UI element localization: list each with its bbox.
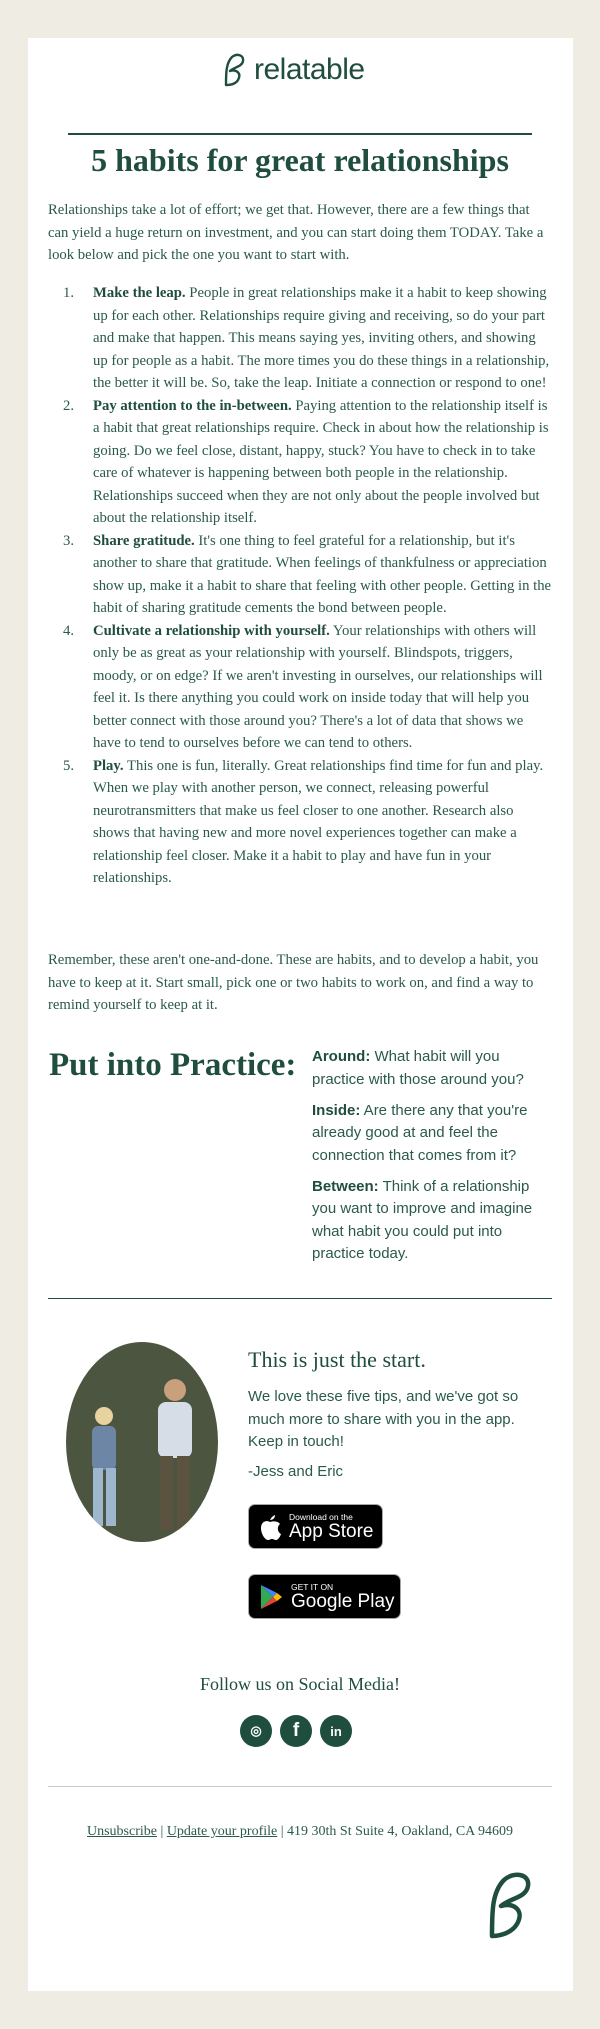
update-profile-link[interactable]: Update your profile (166, 1824, 278, 1839)
google-play-small-text: GET IT ON (291, 1581, 334, 1592)
header-divider (68, 133, 532, 135)
list-number: 1. (63, 285, 75, 301)
footer-separator: | (157, 1824, 167, 1839)
practice-label: Inside: (312, 1101, 361, 1119)
habit-text: People in great relationships make it a habit to keep showing up for each other. Relationships require giving and receiving, so do your part and make that happen. This means saying yes, inviting others, and showing up for people as a habit. The more times you do these things in a relationship, the better it will be. So, take the leap. Initiate a connection or respond to one! (93, 285, 550, 391)
practice-item (312, 1176, 552, 1266)
app-store-button[interactable] (248, 1504, 383, 1549)
person-man-figure (146, 1376, 204, 1536)
practice-text: What habit will you practice with those around you? (312, 1048, 524, 1088)
page-title: 5 habits for great relationships (91, 142, 509, 178)
practice-label: Between: (312, 1177, 379, 1195)
habit-title: Share gratitude. (93, 532, 195, 549)
practice-list (312, 1046, 552, 1274)
practice-heading: Put into Practice: (49, 1047, 297, 1083)
promo-body: We love these five tips, and we've got so much more to share with you in the app. Keep in touch! (248, 1388, 519, 1450)
social-links (240, 1715, 352, 1747)
google-play-label: Google Play (291, 1590, 395, 1612)
instagram-icon[interactable]: ◎ (240, 1715, 272, 1747)
app-store-label: App Store (289, 1520, 374, 1542)
brand-name: relatable (254, 53, 365, 86)
habit-title: Play. (93, 757, 124, 774)
habit-text: Your relationships with others will only be as great as your relationship with yourself. Blindspots, triggers, moody, or on edge? If we aren't investing in ourselves, our relationships will feel it. Is there anything you could work on inside today that will help you better connect with those around you? There's a lot of data that shows we have to tend to ourselves before we can tend to others. (93, 622, 543, 751)
footer-address: 419 30th St Suite 4, Oakland, CA 94609 (287, 1824, 513, 1839)
google-play-button[interactable] (248, 1574, 401, 1619)
promo-title: This is just the start. (248, 1347, 426, 1372)
practice-item (312, 1100, 552, 1168)
habit-text: This one is fun, literally. Great relationships find time for fun and play. When we play with another person, we connect, releasing powerful neurotransmitters that make us feel closer to one another. Research also shows that having new and more novel experiences together can make a relationship feel closer. Make it a habit to play and have fun in your relationships. (93, 757, 544, 886)
list-item (48, 395, 552, 530)
list-number: 3. (63, 532, 75, 549)
habit-title: Make the leap. (93, 285, 186, 301)
practice-text: Are there any that you're already good at and feel the connection that comes from it? (312, 1101, 528, 1164)
habit-title: Cultivate a relationship with yourself. (93, 622, 330, 639)
habit-text: Paying attention to the relationship itself is a habit that great relationships require. Check in about how the relationship is going. Do we feel close, distant, happy, stuck? You have to check in to take care of whatever is happening between both people in the relationship. Relationships succeed when they are not only about the people involved but about the relationship itself. (93, 397, 549, 526)
habits-list (48, 282, 552, 890)
list-number: 2. (63, 397, 75, 414)
list-number: 4. (63, 622, 75, 639)
leaf-logo-icon (222, 53, 246, 87)
list-item (48, 620, 552, 755)
habit-title: Pay attention to the in-between. (93, 397, 292, 414)
outro-paragraph: Remember, these aren't one-and-done. These are habits, and to develop a habit, you have to keep at it. Start small, pick one or two habits to work on, and find a way to remind yourself to keep at it. (48, 952, 539, 1013)
facebook-icon[interactable]: f (280, 1715, 312, 1747)
leaf-logo-icon (484, 1870, 534, 1940)
app-store-small-text: Download on the (289, 1511, 353, 1522)
apple-icon (258, 1513, 282, 1541)
google-play-icon (259, 1584, 283, 1610)
person-woman-figure (80, 1404, 128, 1532)
practice-item (312, 1046, 552, 1091)
list-item (48, 755, 552, 890)
promo-signoff: -Jess and Eric (248, 1463, 344, 1480)
list-number: 5. (63, 757, 75, 774)
list-item (48, 282, 552, 395)
founders-photo (66, 1342, 218, 1542)
intro-paragraph: Relationships take a lot of effort; we get that. However, there are a few things that can yield a huge return on investment, and you can start doing them TODAY. Take a look below and pick the one you want to start with. (48, 202, 544, 263)
social-heading: Follow us on Social Media! (200, 1674, 400, 1694)
unsubscribe-link[interactable]: Unsubscribe (87, 1824, 157, 1839)
habit-text: It's one thing to feel grateful for a relationship, but it's another to share that gratitude. When feelings of thankfulness or appreciation show up, make it a habit to share that feeling with other people. Getting in the habit of sharing gratitude cements the bond between people. (93, 532, 552, 616)
section-divider (48, 1298, 552, 1299)
footer-separator: | (277, 1824, 288, 1839)
practice-label: Around: (312, 1048, 371, 1065)
footer (0, 1824, 600, 1840)
list-item (48, 530, 552, 620)
practice-text: Think of a relationship you want to improve and imagine what habit you could put into practice today. (312, 1177, 533, 1262)
linkedin-icon[interactable]: in (320, 1715, 352, 1747)
brand-logo[interactable] (222, 50, 365, 90)
footer-divider (48, 1786, 552, 1787)
